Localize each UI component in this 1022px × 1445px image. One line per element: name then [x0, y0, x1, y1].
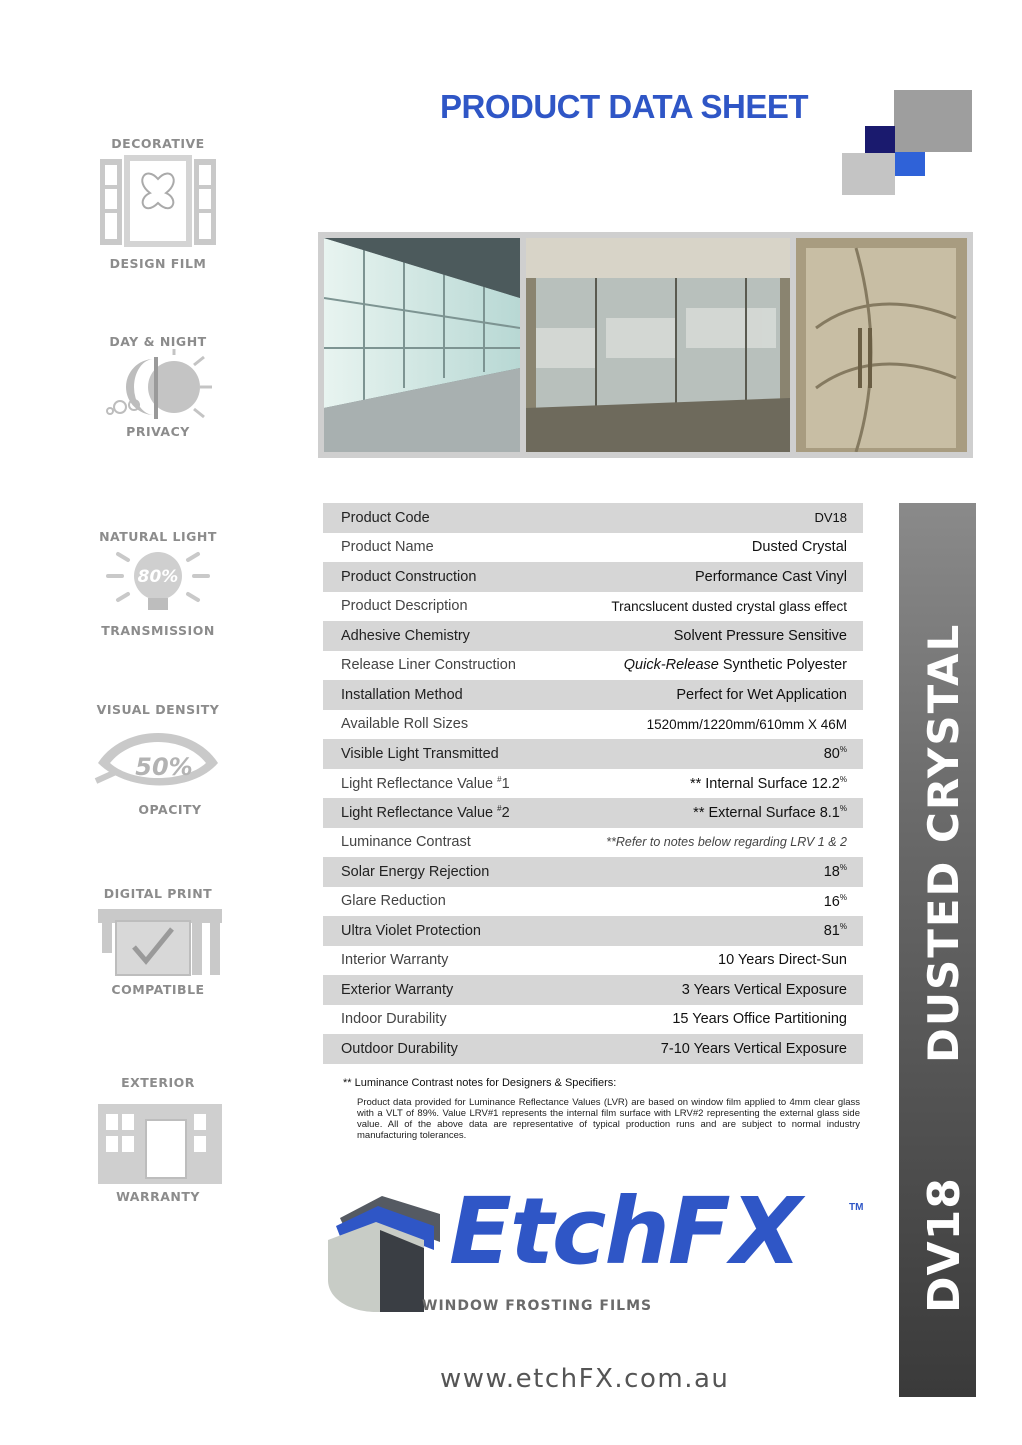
spec-row — [323, 1034, 863, 1064]
spec-row — [323, 828, 863, 858]
spec-row — [323, 621, 863, 651]
building-icon — [88, 1090, 228, 1184]
website-link[interactable]: www.etchFX.com.au — [440, 1364, 730, 1394]
feature-label-top: DIGITAL PRINT — [103, 886, 213, 901]
window-butterfly-icon — [88, 151, 228, 251]
logo-word-etch: Etch — [449, 1178, 668, 1285]
spec-label: Outdoor Durability — [341, 1040, 458, 1057]
spec-value: ** Internal Surface 12.2% — [689, 774, 847, 792]
photo-office — [526, 238, 790, 452]
spec-label: Light Reflectance Value #1 — [341, 774, 510, 792]
spec-label: Adhesive Chemistry — [341, 627, 470, 644]
spec-label: Installation Method — [341, 686, 463, 703]
feature-label-top: DECORATIVE — [111, 136, 205, 151]
spec-label: Light Reflectance Value #2 — [341, 804, 510, 822]
logo-word-fx: FX — [667, 1178, 802, 1285]
spec-value: Trancslucent dusted crystal glass effect — [611, 598, 847, 614]
feature-label-top: DAY & NIGHT — [109, 334, 207, 349]
spec-value: Performance Cast Vinyl — [694, 568, 847, 585]
spec-row — [323, 592, 863, 622]
spec-row — [323, 887, 863, 917]
feature-opacity — [88, 702, 228, 817]
spec-label: Interior Warranty — [341, 952, 449, 969]
spec-label: Exterior Warranty — [341, 981, 454, 998]
feature-print — [88, 886, 228, 996]
notes-body: Product data provided for Luminance Reflectance Values (LVR) are based on window film applied to 4mm clear glass with a VLT of 89%. Value LRV#1 represents the internal film surface with LRV#2 representing the external glass side value. All of the above data are representative of typical production runs and are subject to normal industry manufacturing tolerances. — [357, 1097, 860, 1141]
spec-value: 80% — [823, 745, 847, 763]
photo-doors — [796, 238, 967, 452]
sidebar-product-code: DV18 — [919, 1177, 970, 1313]
spec-row — [323, 946, 863, 976]
etchfx-logo — [322, 1178, 867, 1328]
sidebar-product-name: DUSTED CRYSTAL — [919, 622, 968, 1063]
bulb-icon — [88, 544, 228, 618]
spec-label: Product Code — [341, 509, 430, 526]
spec-label: Release Liner Construction — [341, 657, 516, 674]
spec-value: 16% — [823, 892, 847, 910]
spec-value: 7-10 Years Vertical Exposure — [660, 1040, 847, 1057]
spec-value: 18% — [823, 863, 847, 881]
feature-label-top: NATURAL LIGHT — [99, 529, 217, 544]
day-night-icon — [88, 349, 228, 419]
spec-row — [323, 503, 863, 533]
feature-label-bottom: WARRANTY — [116, 1189, 200, 1204]
logo-wordmark — [449, 1178, 802, 1285]
spec-value: 10 Years Direct-Sun — [718, 952, 847, 969]
spec-label: Luminance Contrast — [341, 834, 471, 851]
spec-label: Product Description — [341, 598, 468, 615]
product-photos — [318, 232, 973, 458]
spec-label: Available Roll Sizes — [341, 716, 469, 733]
feature-label-bottom: OPACITY — [138, 802, 202, 817]
feature-label-top: VISUAL DENSITY — [96, 702, 220, 717]
feature-label-top: EXTERIOR — [121, 1075, 195, 1090]
spec-label: Indoor Durability — [341, 1011, 447, 1028]
product-sidebar — [899, 503, 976, 1397]
spec-table — [323, 503, 863, 1064]
feature-label-bottom: TRANSMISSION — [101, 623, 215, 638]
feature-label-bottom: PRIVACY — [126, 424, 190, 439]
spec-row — [323, 769, 863, 799]
spec-value: ** External Surface 8.1% — [693, 804, 847, 822]
spec-row — [323, 680, 863, 710]
printer-check-icon — [88, 901, 228, 977]
badge-80: 80% — [137, 567, 179, 587]
spec-value: Quick-Release Synthetic Polyester — [623, 657, 847, 674]
feature-decorative — [88, 136, 228, 271]
square-navy — [865, 126, 895, 153]
spec-value: Dusted Crystal — [751, 539, 847, 556]
spec-label: Ultra Violet Protection — [341, 922, 481, 939]
page-title: PRODUCT DATA SHEET — [440, 88, 809, 125]
spec-label: Glare Reduction — [341, 893, 446, 910]
spec-row — [323, 710, 863, 740]
feature-privacy — [88, 334, 228, 444]
logo-trademark: TM — [849, 1202, 864, 1213]
badge-50: 50% — [135, 753, 193, 781]
spec-label: Product Name — [341, 539, 434, 556]
spec-label: Product Construction — [341, 568, 477, 585]
spec-value: DV18 — [814, 510, 847, 526]
square-grey-large — [894, 90, 972, 152]
spec-row — [323, 1005, 863, 1035]
spec-label: Visible Light Transmitted — [341, 745, 499, 762]
spec-value: Solvent Pressure Sensitive — [673, 627, 847, 644]
notes-heading: ** Luminance Contrast notes for Designers & Specifiers: — [343, 1077, 617, 1089]
spec-row — [323, 651, 863, 681]
feature-light — [88, 529, 228, 644]
feature-exterior — [88, 1075, 228, 1205]
spec-row — [323, 916, 863, 946]
spec-row — [323, 975, 863, 1005]
spec-label: Solar Energy Rejection — [341, 863, 490, 880]
spec-value: 3 Years Vertical Exposure — [681, 981, 847, 998]
spec-value: Perfect for Wet Application — [676, 686, 847, 703]
square-blue — [895, 152, 925, 176]
feature-label-bottom: DESIGN FILM — [109, 256, 207, 271]
spec-value: 15 Years Office Partitioning — [672, 1011, 847, 1028]
spec-row — [323, 857, 863, 887]
logo-tagline: WINDOW FROSTING FILMS — [422, 1298, 653, 1314]
spec-row — [323, 798, 863, 828]
eye-icon — [88, 717, 228, 797]
square-grey-small — [842, 153, 895, 195]
spec-value: 81% — [823, 922, 847, 940]
spec-value: **Refer to notes below regarding LRV 1 & 2 — [606, 835, 847, 850]
spec-row — [323, 562, 863, 592]
photo-corridor — [324, 238, 520, 452]
spec-value: 1520mm/1220mm/610mm X 46M — [646, 716, 847, 732]
spec-row — [323, 739, 863, 769]
feature-label-bottom: COMPATIBLE — [111, 982, 205, 997]
spec-row — [323, 533, 863, 563]
